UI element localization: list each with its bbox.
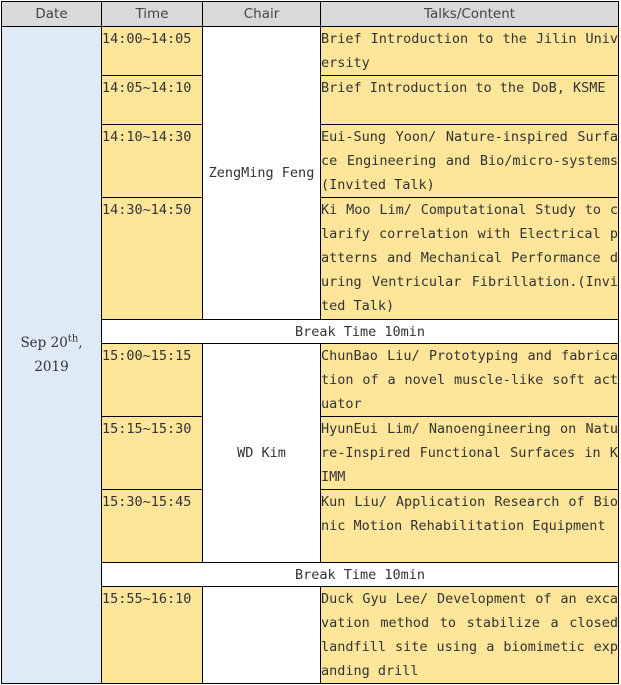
header-date: Date <box>2 2 102 27</box>
time-cell: 14:00~14:05 <box>102 27 203 76</box>
chair-cell <box>203 587 321 684</box>
header-row <box>2 2 619 27</box>
date-cell <box>2 27 102 684</box>
date-suffix: th <box>67 333 79 345</box>
talk-cell: HyunEui Lim/ Nanoengineering on Nature-Inspired Functional Surfaces in KIMM <box>321 417 619 490</box>
date-main: Sep 20 <box>20 335 68 351</box>
chair-cell: ZengMing Feng <box>203 27 321 320</box>
header-chair: Chair <box>203 2 321 27</box>
time-cell: 14:10~14:30 <box>102 125 203 198</box>
break-cell: Break Time 10min <box>102 320 619 344</box>
time-cell: 15:55~16:10 <box>102 587 203 684</box>
break-cell: Break Time 10min <box>102 563 619 587</box>
time-cell: 14:05~14:10 <box>102 76 203 125</box>
time-cell: 15:15~15:30 <box>102 417 203 490</box>
chair-cell: WD Kim <box>203 344 321 563</box>
header-time: Time <box>102 2 203 27</box>
talk-cell: Brief Introduction to the DoB, KSME <box>321 76 619 125</box>
schedule-table <box>1 1 619 684</box>
talk-cell: Kun Liu/ Application Research of Bionic Motion Rehabilitation Equipment <box>321 490 619 563</box>
talk-cell: Brief Introduction to the Jilin University <box>321 27 619 76</box>
time-cell: 15:00~15:15 <box>102 344 203 417</box>
talk-cell: Ki Moo Lim/ Computational Study to clarify correlation with Electrical patterns and Mechanical Performance during Ventricular Fibrillation.(Invited Talk) <box>321 198 619 320</box>
header-talks: Talks/Content <box>321 2 619 27</box>
talk-cell: ChunBao Liu/ Prototyping and fabrication of a novel muscle-like soft actuator <box>321 344 619 417</box>
talk-cell: Duck Gyu Lee/ Development of an excavation method to stabilize a closed landfill site using a biomimetic expanding drill <box>321 587 619 684</box>
time-cell: 14:30~14:50 <box>102 198 203 320</box>
talk-cell: Eui-Sung Yoon/ Nature-inspired Surface Engineering and Bio/micro-systems (Invited Talk) <box>321 125 619 198</box>
table-row <box>2 27 619 76</box>
date-year: 2019 <box>34 359 69 375</box>
time-cell: 15:30~15:45 <box>102 490 203 563</box>
date-tail: , <box>78 335 83 351</box>
